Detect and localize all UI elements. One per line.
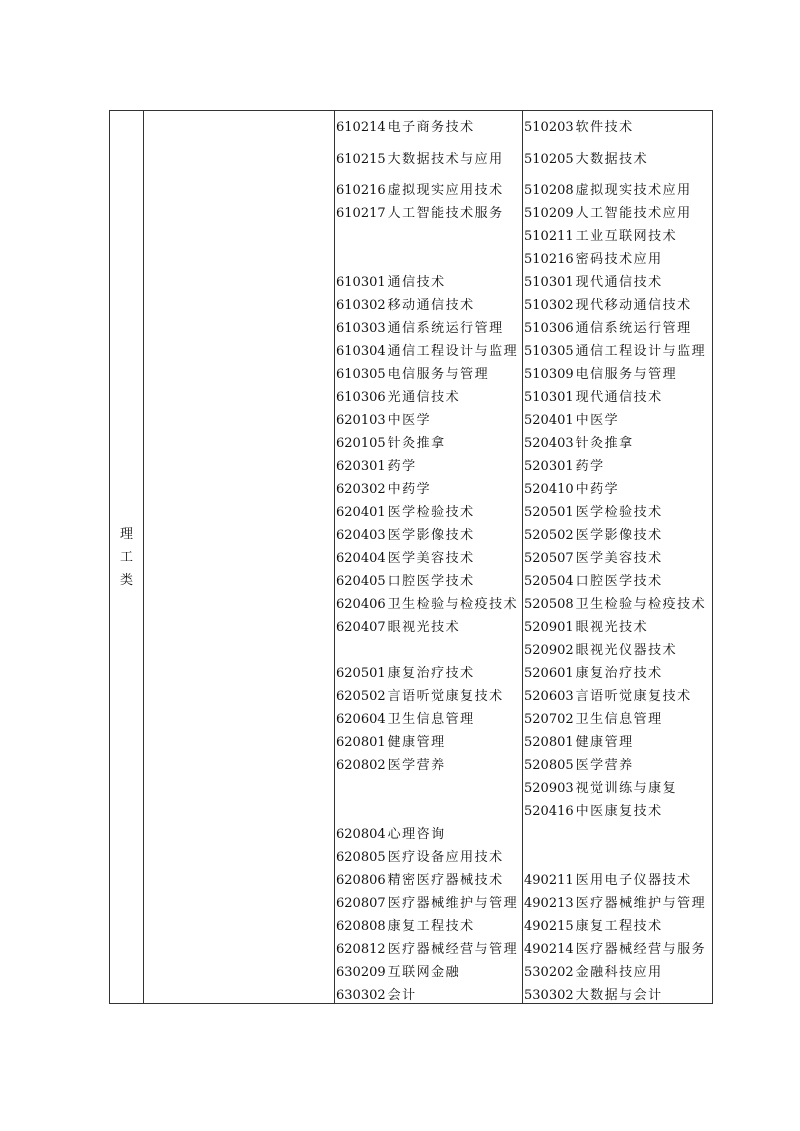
right-major-name: 中医康复技术 bbox=[575, 804, 663, 819]
left-major-name: 康复治疗技术 bbox=[387, 666, 475, 681]
left-major-code: 620406 bbox=[336, 597, 386, 612]
left-major-name: 互联网金融 bbox=[387, 965, 461, 980]
left-major-code: 620401 bbox=[336, 505, 386, 520]
right-major-code: 520507 bbox=[524, 551, 574, 566]
right-major-entry bbox=[524, 321, 692, 337]
left-major-name: 医学美容技术 bbox=[387, 551, 475, 566]
left-major-entry bbox=[336, 528, 475, 544]
left-major-entry bbox=[336, 367, 489, 383]
right-major-name: 卫生信息管理 bbox=[575, 712, 663, 727]
left-major-entry bbox=[336, 827, 446, 843]
left-major-code: 620403 bbox=[336, 528, 386, 543]
right-major-entry bbox=[524, 252, 663, 268]
left-major-code: 620802 bbox=[336, 758, 386, 773]
left-major-entry bbox=[336, 896, 518, 912]
right-major-name: 工业互联网技术 bbox=[575, 229, 678, 244]
right-major-name: 康复治疗技术 bbox=[575, 666, 663, 681]
left-major-entry bbox=[336, 482, 431, 498]
right-major-name: 中医学 bbox=[575, 413, 620, 428]
right-major-name: 通信工程设计与监理 bbox=[575, 344, 707, 359]
right-major-entry bbox=[524, 183, 692, 199]
left-major-code: 620405 bbox=[336, 574, 386, 589]
right-major-name: 健康管理 bbox=[575, 735, 634, 750]
right-major-entry bbox=[524, 551, 663, 567]
left-major-name: 人工智能技术服务 bbox=[387, 206, 504, 221]
left-major-entry bbox=[336, 988, 417, 1004]
right-major-entry bbox=[524, 666, 663, 682]
right-major-code: 520301 bbox=[524, 459, 574, 474]
left-major-name: 通信技术 bbox=[387, 275, 446, 290]
right-major-name: 言语听觉康复技术 bbox=[575, 689, 692, 704]
right-major-name: 大数据技术 bbox=[575, 152, 649, 167]
right-major-code: 510209 bbox=[524, 206, 574, 221]
right-major-code: 520901 bbox=[524, 620, 574, 635]
left-major-code: 610304 bbox=[336, 344, 386, 359]
right-major-code: 510216 bbox=[524, 252, 574, 267]
left-major-entry bbox=[336, 873, 504, 889]
left-major-code: 610305 bbox=[336, 367, 386, 382]
left-major-code: 610216 bbox=[336, 183, 386, 198]
left-major-name: 口腔医学技术 bbox=[387, 574, 475, 589]
right-major-code: 510203 bbox=[524, 120, 574, 135]
left-major-name: 卫生检验与检疫技术 bbox=[387, 597, 519, 612]
left-major-name: 医疗器械维护与管理 bbox=[387, 896, 519, 911]
left-major-entry bbox=[336, 183, 504, 199]
right-major-code: 520410 bbox=[524, 482, 574, 497]
right-major-code: 520416 bbox=[524, 804, 574, 819]
left-major-code: 620502 bbox=[336, 689, 386, 704]
left-major-entry bbox=[336, 574, 475, 590]
left-major-code: 620501 bbox=[336, 666, 386, 681]
left-major-name: 药学 bbox=[387, 459, 417, 474]
left-major-entry bbox=[336, 666, 475, 682]
category-char: 工 bbox=[119, 549, 133, 565]
left-major-code: 620105 bbox=[336, 436, 386, 451]
right-major-entry bbox=[524, 390, 663, 406]
right-major-name: 电信服务与管理 bbox=[575, 367, 678, 382]
left-major-name: 大数据技术与应用 bbox=[387, 152, 504, 167]
left-major-entry bbox=[336, 152, 504, 168]
right-major-entry bbox=[524, 873, 692, 889]
right-major-name: 卫生检验与检疫技术 bbox=[575, 597, 707, 612]
left-major-name: 心理咨询 bbox=[387, 827, 446, 842]
right-major-entry bbox=[524, 275, 663, 291]
left-major-entry bbox=[336, 321, 504, 337]
left-major-code: 610306 bbox=[336, 390, 386, 405]
right-major-name: 金融科技应用 bbox=[575, 965, 663, 980]
right-major-code: 520702 bbox=[524, 712, 574, 727]
right-major-code: 510309 bbox=[524, 367, 574, 382]
left-major-name: 言语听觉康复技术 bbox=[387, 689, 504, 704]
right-major-entry bbox=[524, 229, 677, 245]
left-major-name: 精密医疗器械技术 bbox=[387, 873, 504, 888]
right-major-entry bbox=[524, 689, 692, 705]
right-major-entry bbox=[524, 344, 706, 360]
right-major-entry bbox=[524, 459, 605, 475]
column-divider-1 bbox=[143, 111, 144, 1003]
right-major-entry bbox=[524, 528, 663, 544]
right-major-entry bbox=[524, 597, 706, 613]
right-major-code: 530302 bbox=[524, 988, 574, 1003]
column-divider-3 bbox=[522, 111, 523, 1003]
left-major-code: 620404 bbox=[336, 551, 386, 566]
left-major-name: 中医学 bbox=[387, 413, 432, 428]
right-major-code: 520501 bbox=[524, 505, 574, 520]
major-mapping-table bbox=[109, 110, 713, 1004]
right-major-name: 眼视光仪器技术 bbox=[575, 643, 678, 658]
left-major-entry bbox=[336, 919, 475, 935]
left-major-code: 620301 bbox=[336, 459, 386, 474]
left-major-code: 620806 bbox=[336, 873, 386, 888]
right-major-code: 520805 bbox=[524, 758, 574, 773]
right-major-code: 520902 bbox=[524, 643, 574, 658]
left-major-entry bbox=[336, 120, 475, 136]
right-major-code: 520801 bbox=[524, 735, 574, 750]
left-major-code: 620103 bbox=[336, 413, 386, 428]
right-major-name: 医学检验技术 bbox=[575, 505, 663, 520]
right-major-entry bbox=[524, 712, 663, 728]
left-major-code: 610303 bbox=[336, 321, 386, 336]
right-major-entry bbox=[524, 643, 677, 659]
left-major-code: 620407 bbox=[336, 620, 386, 635]
left-major-name: 电子商务技术 bbox=[387, 120, 475, 135]
right-major-code: 490213 bbox=[524, 896, 574, 911]
right-major-name: 虚拟现实技术应用 bbox=[575, 183, 692, 198]
right-major-entry bbox=[524, 574, 663, 590]
left-major-entry bbox=[336, 965, 460, 981]
left-major-name: 医疗器械经营与管理 bbox=[387, 942, 519, 957]
left-major-name: 中药学 bbox=[387, 482, 432, 497]
right-major-name: 视觉训练与康复 bbox=[575, 781, 678, 796]
right-major-entry bbox=[524, 482, 619, 498]
right-major-entry bbox=[524, 804, 663, 820]
right-major-name: 医疗器械经营与服务 bbox=[575, 942, 707, 957]
left-major-entry bbox=[336, 505, 475, 521]
right-major-code: 520401 bbox=[524, 413, 574, 428]
right-major-entry bbox=[524, 620, 648, 636]
right-major-name: 中药学 bbox=[575, 482, 620, 497]
left-major-code: 620604 bbox=[336, 712, 386, 727]
left-major-entry bbox=[336, 712, 475, 728]
right-major-name: 大数据与会计 bbox=[575, 988, 663, 1003]
left-major-name: 医疗设备应用技术 bbox=[387, 850, 504, 865]
category-char: 理 bbox=[119, 526, 133, 542]
left-major-entry bbox=[336, 298, 475, 314]
left-major-entry bbox=[336, 459, 417, 475]
left-major-name: 光通信技术 bbox=[387, 390, 461, 405]
right-major-code: 510305 bbox=[524, 344, 574, 359]
left-major-entry bbox=[336, 942, 518, 958]
left-major-name: 健康管理 bbox=[387, 735, 446, 750]
right-major-name: 口腔医学技术 bbox=[575, 574, 663, 589]
left-major-name: 卫生信息管理 bbox=[387, 712, 475, 727]
left-major-code: 610215 bbox=[336, 152, 386, 167]
right-major-entry bbox=[524, 367, 677, 383]
right-major-name: 医用电子仪器技术 bbox=[575, 873, 692, 888]
right-major-entry bbox=[524, 896, 706, 912]
left-major-name: 通信工程设计与监理 bbox=[387, 344, 519, 359]
right-major-code: 510302 bbox=[524, 298, 574, 313]
left-major-entry bbox=[336, 344, 518, 360]
left-major-entry bbox=[336, 551, 475, 567]
right-major-code: 510205 bbox=[524, 152, 574, 167]
right-major-code: 530202 bbox=[524, 965, 574, 980]
left-major-entry bbox=[336, 436, 446, 452]
right-major-code: 490214 bbox=[524, 942, 574, 957]
right-major-code: 490215 bbox=[524, 919, 574, 934]
right-major-code: 510211 bbox=[524, 229, 574, 244]
left-major-entry bbox=[336, 689, 504, 705]
right-major-name: 医疗器械维护与管理 bbox=[575, 896, 707, 911]
right-major-name: 现代通信技术 bbox=[575, 390, 663, 405]
right-major-name: 现代通信技术 bbox=[575, 275, 663, 290]
right-major-name: 药学 bbox=[575, 459, 605, 474]
left-major-name: 医学检验技术 bbox=[387, 505, 475, 520]
left-major-code: 630302 bbox=[336, 988, 386, 1003]
right-major-code: 510301 bbox=[524, 390, 574, 405]
left-major-name: 会计 bbox=[387, 988, 417, 1003]
right-major-code: 490211 bbox=[524, 873, 574, 888]
right-major-code: 520601 bbox=[524, 666, 574, 681]
right-major-name: 通信系统运行管理 bbox=[575, 321, 692, 336]
right-major-code: 510301 bbox=[524, 275, 574, 290]
left-major-name: 针灸推拿 bbox=[387, 436, 446, 451]
right-major-code: 520508 bbox=[524, 597, 574, 612]
left-major-entry bbox=[336, 850, 504, 866]
left-major-name: 电信服务与管理 bbox=[387, 367, 490, 382]
left-major-entry bbox=[336, 758, 446, 774]
right-major-name: 软件技术 bbox=[575, 120, 634, 135]
right-major-entry bbox=[524, 988, 663, 1004]
right-major-name: 医学营养 bbox=[575, 758, 634, 773]
right-major-entry bbox=[524, 919, 663, 935]
right-major-name: 密码技术应用 bbox=[575, 252, 663, 267]
right-major-entry bbox=[524, 413, 619, 429]
left-major-name: 通信系统运行管理 bbox=[387, 321, 504, 336]
right-major-code: 520603 bbox=[524, 689, 574, 704]
right-major-code: 520504 bbox=[524, 574, 574, 589]
left-major-entry bbox=[336, 735, 446, 751]
left-major-entry bbox=[336, 413, 431, 429]
left-major-code: 610302 bbox=[336, 298, 386, 313]
left-major-entry bbox=[336, 597, 518, 613]
right-major-code: 510306 bbox=[524, 321, 574, 336]
right-major-name: 眼视光技术 bbox=[575, 620, 649, 635]
right-major-entry bbox=[524, 758, 634, 774]
left-major-code: 620808 bbox=[336, 919, 386, 934]
left-major-code: 610301 bbox=[336, 275, 386, 290]
right-major-entry bbox=[524, 298, 692, 314]
left-major-code: 620804 bbox=[336, 827, 386, 842]
left-major-name: 移动通信技术 bbox=[387, 298, 475, 313]
left-major-code: 620812 bbox=[336, 942, 386, 957]
left-major-name: 医学影像技术 bbox=[387, 528, 475, 543]
right-major-entry bbox=[524, 781, 677, 797]
right-major-name: 康复工程技术 bbox=[575, 919, 663, 934]
right-major-entry bbox=[524, 965, 663, 981]
right-major-entry bbox=[524, 942, 706, 958]
right-major-entry bbox=[524, 152, 648, 168]
left-major-entry bbox=[336, 620, 460, 636]
left-major-code: 620801 bbox=[336, 735, 386, 750]
right-major-code: 510208 bbox=[524, 183, 574, 198]
right-major-code: 520502 bbox=[524, 528, 574, 543]
left-major-entry bbox=[336, 390, 460, 406]
right-major-entry bbox=[524, 206, 692, 222]
left-major-code: 630209 bbox=[336, 965, 386, 980]
left-major-code: 610214 bbox=[336, 120, 386, 135]
right-major-entry bbox=[524, 436, 634, 452]
right-major-name: 现代移动通信技术 bbox=[575, 298, 692, 313]
left-major-code: 610217 bbox=[336, 206, 386, 221]
left-major-code: 620807 bbox=[336, 896, 386, 911]
left-major-name: 医学营养 bbox=[387, 758, 446, 773]
right-major-code: 520903 bbox=[524, 781, 574, 796]
column-divider-2 bbox=[334, 111, 335, 1003]
left-major-name: 康复工程技术 bbox=[387, 919, 475, 934]
left-major-entry bbox=[336, 206, 504, 222]
left-major-name: 虚拟现实应用技术 bbox=[387, 183, 504, 198]
left-major-code: 620302 bbox=[336, 482, 386, 497]
left-major-entry bbox=[336, 275, 446, 291]
right-major-entry bbox=[524, 505, 663, 521]
left-major-name: 眼视光技术 bbox=[387, 620, 461, 635]
right-major-name: 医学影像技术 bbox=[575, 528, 663, 543]
right-major-entry bbox=[524, 735, 634, 751]
category-char: 类 bbox=[119, 572, 133, 588]
right-major-name: 人工智能技术应用 bbox=[575, 206, 692, 221]
left-major-code: 620805 bbox=[336, 850, 386, 865]
right-major-code: 520403 bbox=[524, 436, 574, 451]
right-major-name: 针灸推拿 bbox=[575, 436, 634, 451]
right-major-name: 医学美容技术 bbox=[575, 551, 663, 566]
right-major-entry bbox=[524, 120, 634, 136]
category-cell bbox=[110, 111, 143, 1003]
